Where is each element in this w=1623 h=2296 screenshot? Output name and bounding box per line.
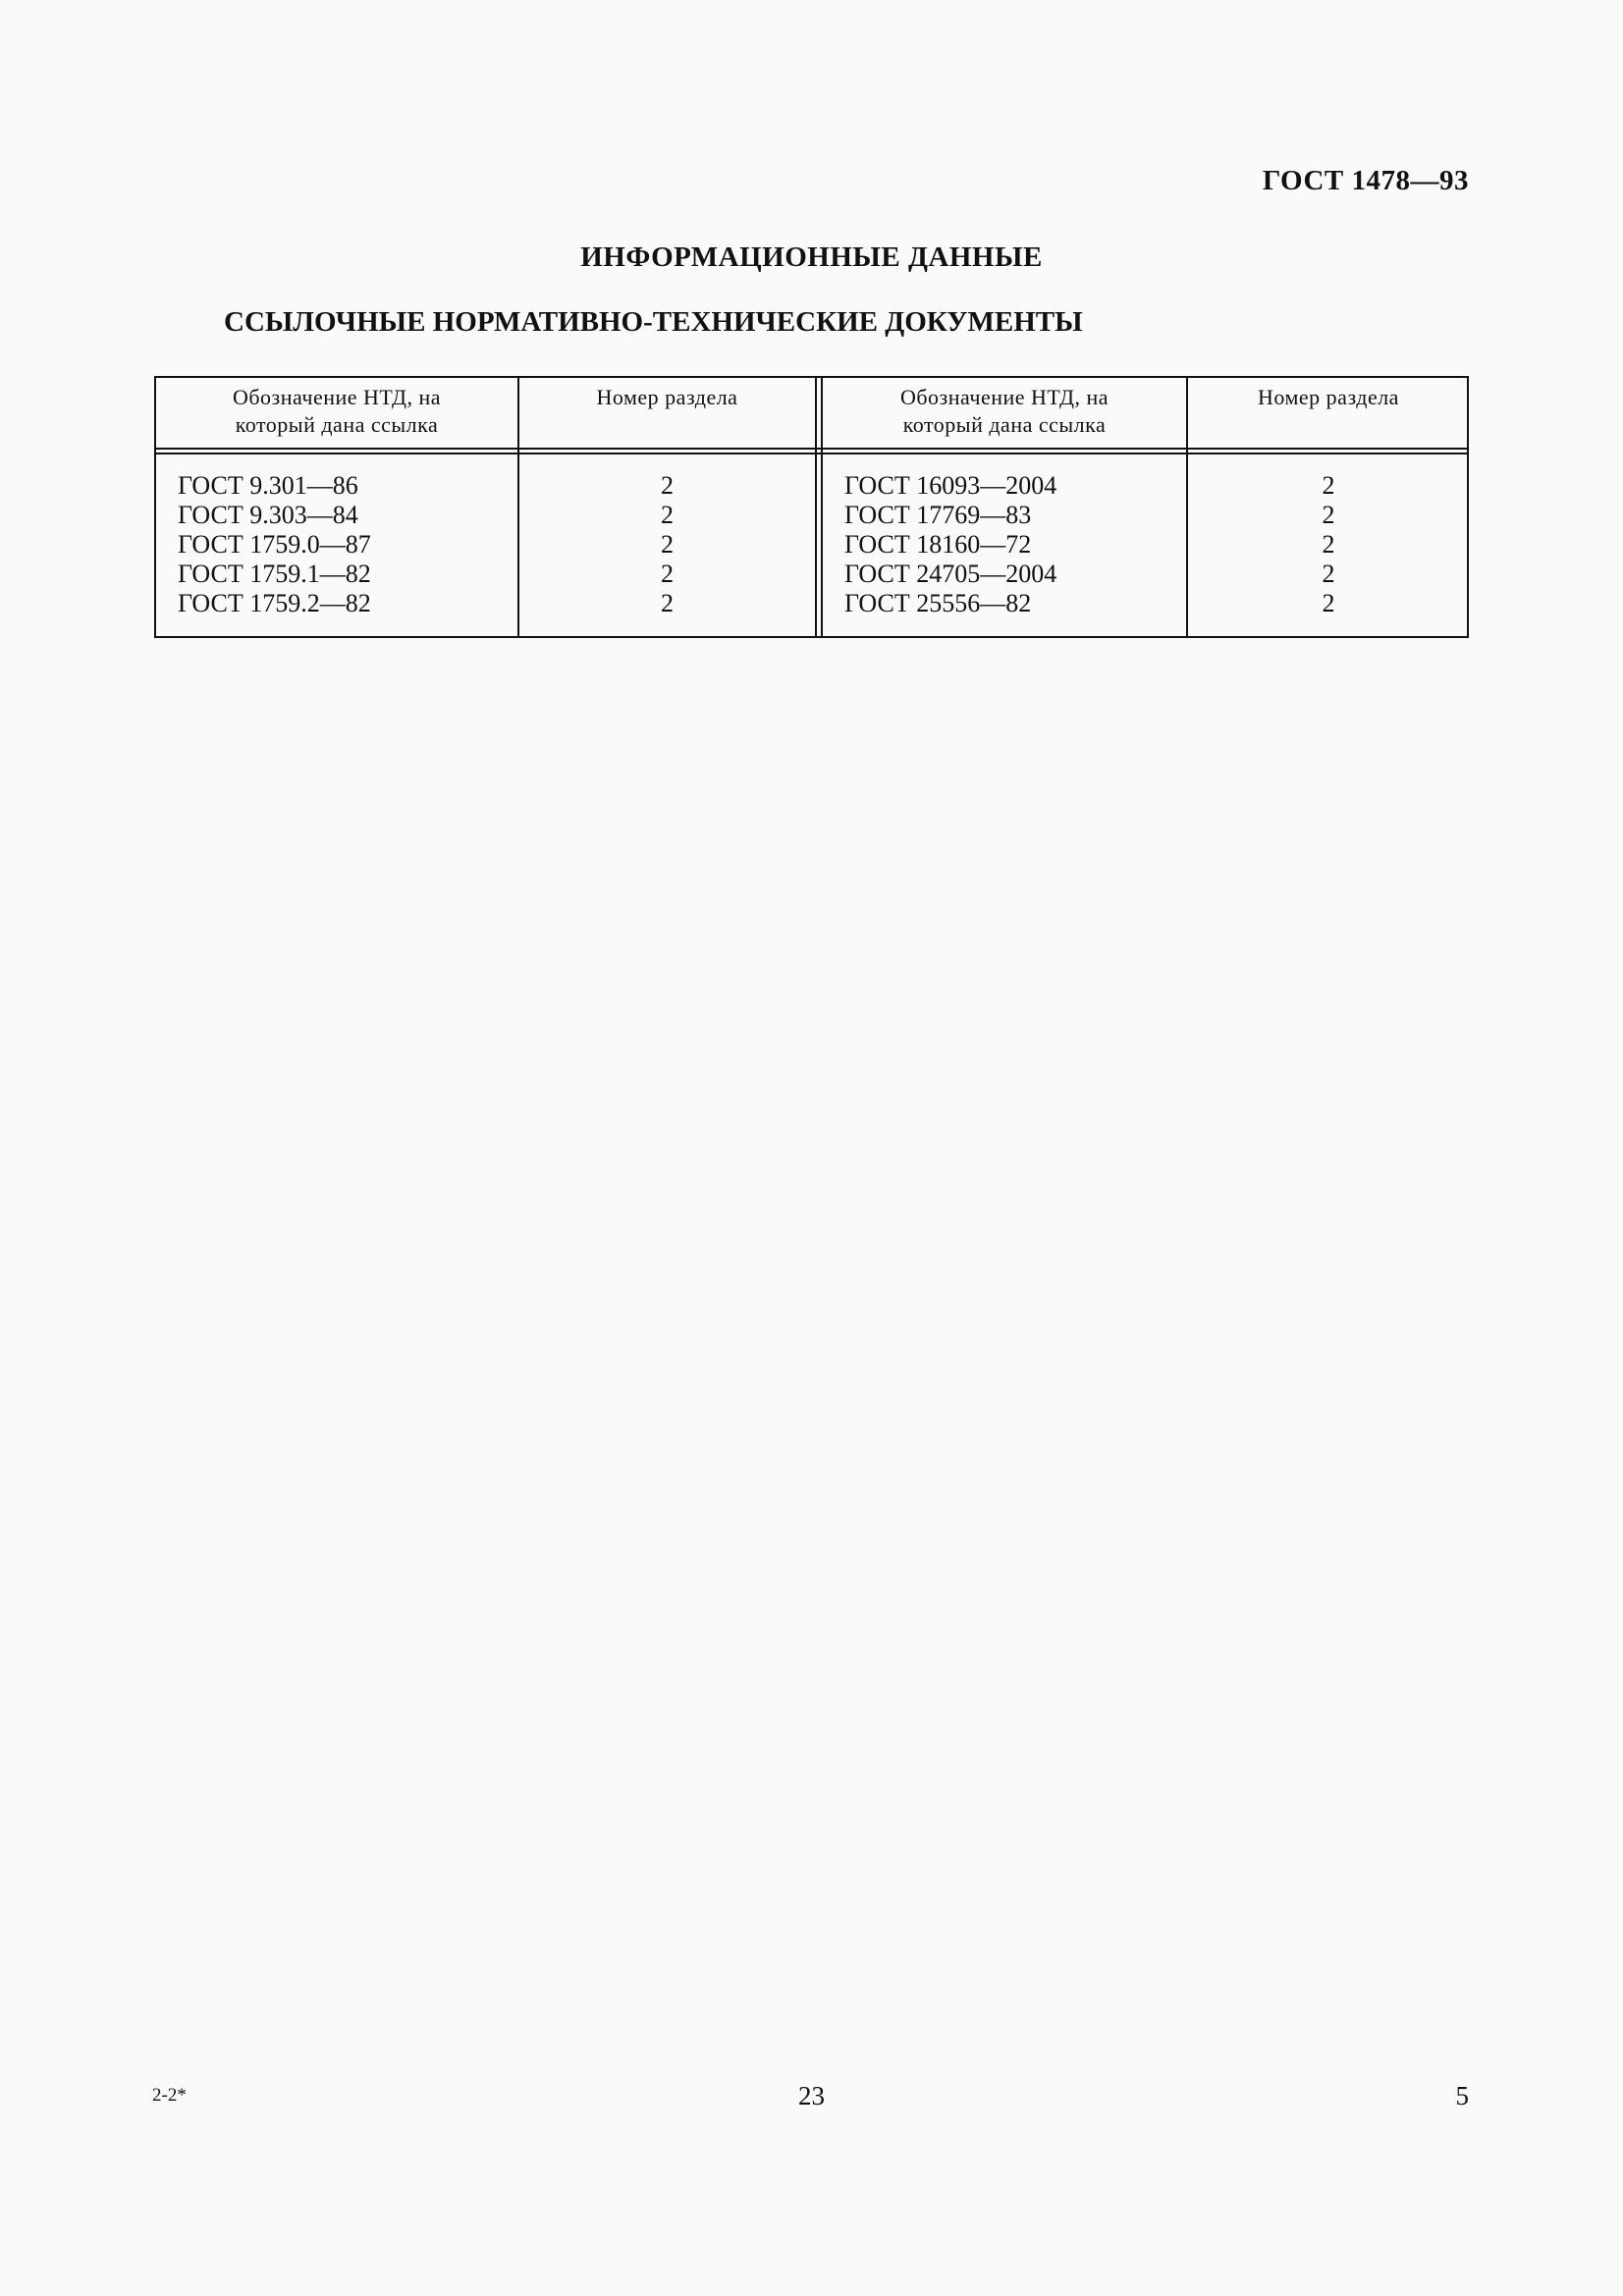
header-designation-left <box>156 384 517 439</box>
left-designation-column <box>156 378 519 636</box>
table-row-section: 2 <box>661 501 674 529</box>
table-row-doc: ГОСТ 24705—2004 <box>844 560 1057 588</box>
left-sections-list <box>519 471 815 618</box>
header-line: Обозначение НТД, на <box>899 385 1109 409</box>
right-designation-column <box>821 378 1188 636</box>
table-row-section: 2 <box>1322 560 1335 588</box>
header-line: Обозначение НТД, на <box>232 385 442 409</box>
table-row-section: 2 <box>661 471 674 500</box>
left-docs-list <box>178 471 371 618</box>
right-sections-list <box>1188 471 1469 618</box>
document-code: ГОСТ 1478—93 <box>1262 165 1469 196</box>
header-section-right <box>1188 384 1469 411</box>
table-row-doc: ГОСТ 1759.2—82 <box>178 589 371 617</box>
section-title: ИНФОРМАЦИОННЫЕ ДАННЫЕ <box>580 241 1043 273</box>
left-section-column <box>519 378 815 636</box>
header-section-left <box>519 384 815 411</box>
table-row-section: 2 <box>661 560 674 588</box>
right-section-column <box>1188 378 1469 636</box>
header-line: который дана ссылка <box>902 412 1107 437</box>
table-row-section: 2 <box>1322 501 1335 529</box>
table-row-doc: ГОСТ 1759.1—82 <box>178 560 371 588</box>
table-row-section: 2 <box>1322 589 1335 617</box>
table-row-doc: ГОСТ 25556—82 <box>844 589 1032 617</box>
reference-documents-table <box>154 376 1469 638</box>
table-row-doc: ГОСТ 18160—72 <box>844 530 1032 559</box>
footer-page-number: 23 <box>798 2081 825 2110</box>
footer-mark: 2-2* <box>152 2085 187 2106</box>
table-row-section: 2 <box>661 530 674 559</box>
table-row-doc: ГОСТ 17769—83 <box>844 501 1032 529</box>
footer-sheet-number: 5 <box>1455 2081 1469 2110</box>
subsection-title: ССЫЛОЧНЫЕ НОРМАТИВНО-ТЕХНИЧЕСКИЕ ДОКУМЕНТЫ <box>224 306 1083 338</box>
table-row-doc: ГОСТ 1759.0—87 <box>178 530 371 559</box>
right-docs-list <box>844 471 1056 618</box>
table-row-section: 2 <box>1322 530 1335 559</box>
table-row-section: 2 <box>661 589 674 617</box>
header-line: Номер раздела <box>1258 385 1399 409</box>
table-row-doc: ГОСТ 9.303—84 <box>178 501 358 529</box>
header-line: Номер раздела <box>596 385 738 409</box>
table-row-section: 2 <box>1322 471 1335 500</box>
header-line: который дана ссылка <box>235 412 439 437</box>
table-row-doc: ГОСТ 9.301—86 <box>178 471 358 500</box>
table-row-doc: ГОСТ 16093—2004 <box>844 471 1057 500</box>
column-divider <box>815 378 817 636</box>
header-designation-right <box>823 384 1186 439</box>
